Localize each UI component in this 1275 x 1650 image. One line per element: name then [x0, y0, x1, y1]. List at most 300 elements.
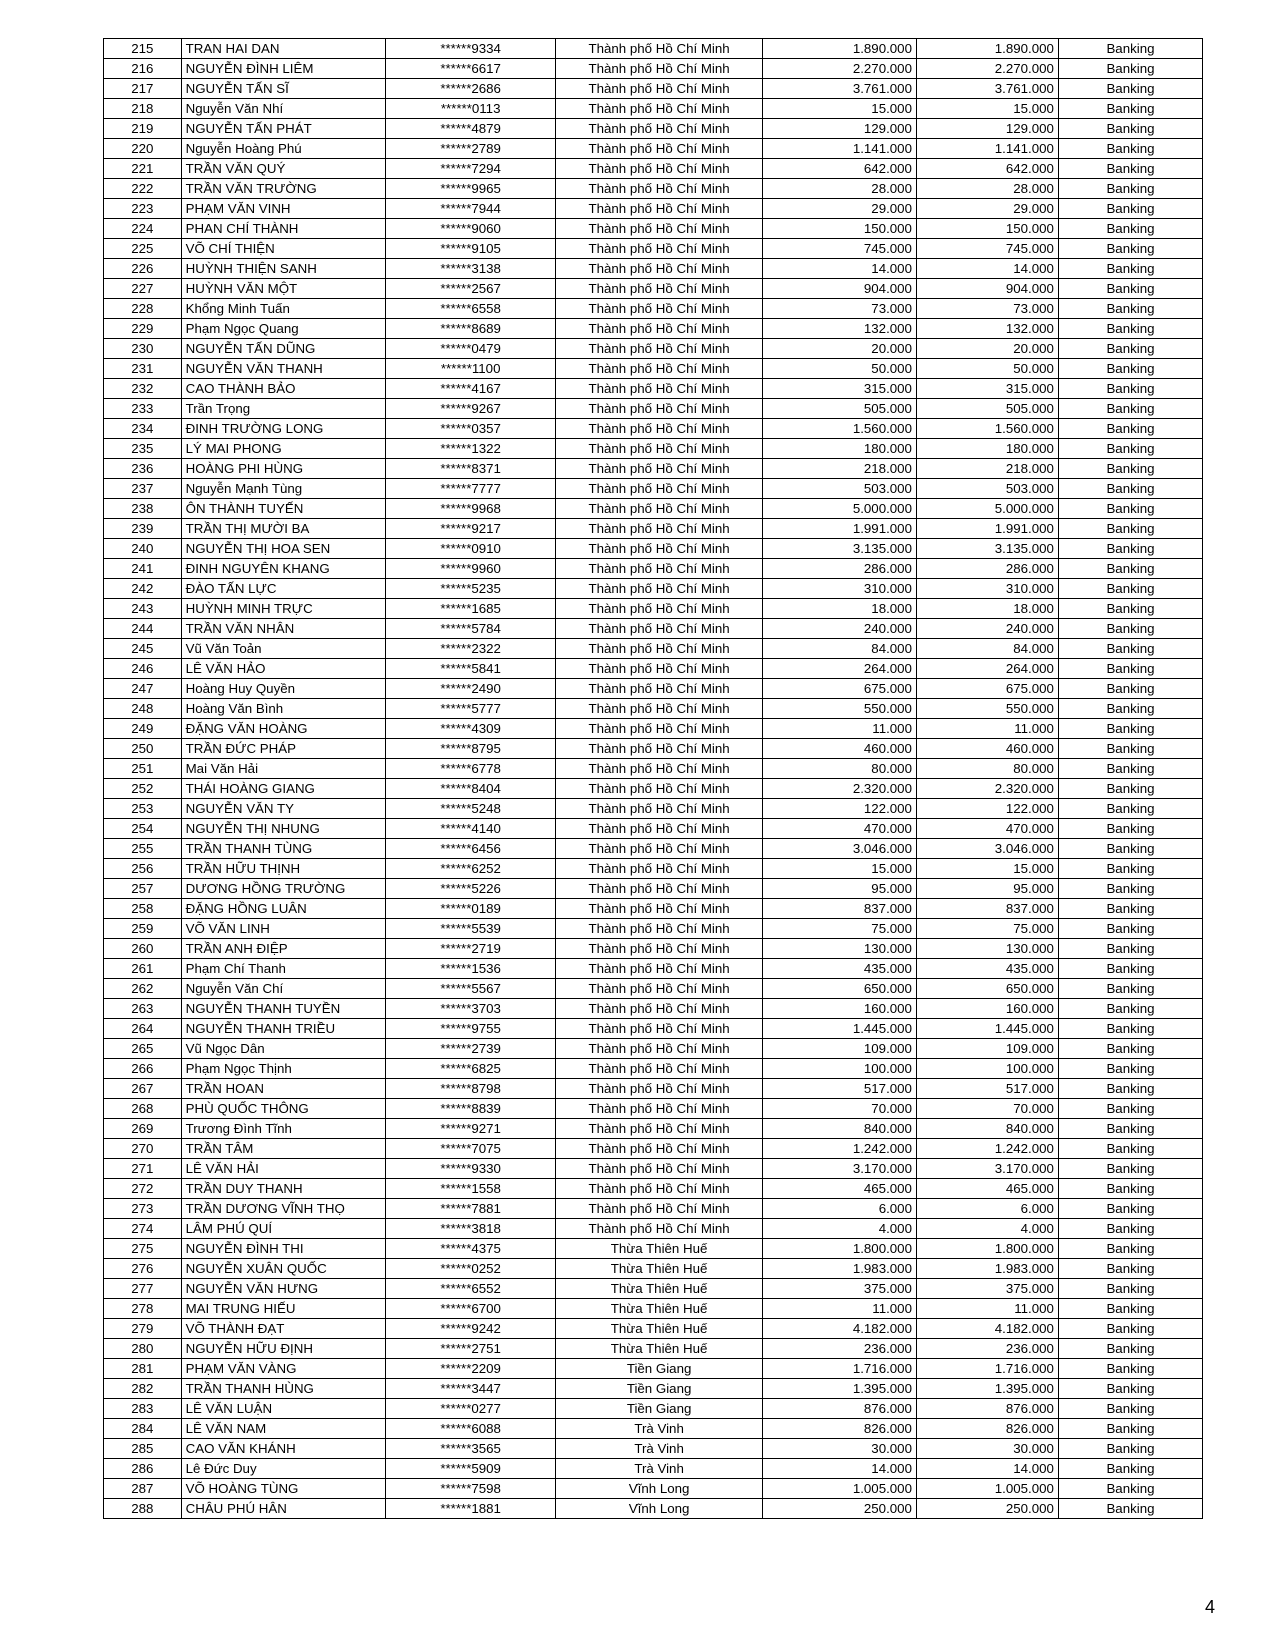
- row-number-cell: 233: [104, 399, 182, 419]
- payment-method-cell: Banking: [1058, 979, 1202, 999]
- amount-received-cell: 465.000: [916, 1179, 1058, 1199]
- amount-received-cell: 28.000: [916, 179, 1058, 199]
- payment-method-cell: Banking: [1058, 1379, 1202, 1399]
- table-row: [104, 579, 1203, 599]
- amount-received-cell: 18.000: [916, 599, 1058, 619]
- table-row: [104, 339, 1203, 359]
- amount-received-cell: 240.000: [916, 619, 1058, 639]
- account-number-cell: ******3565: [385, 1439, 556, 1459]
- amount-cell: 50.000: [762, 359, 916, 379]
- table-row: [104, 1499, 1203, 1519]
- table-row: [104, 879, 1203, 899]
- province-cell: Thành phố Hồ Chí Minh: [556, 99, 762, 119]
- account-number-cell: ******8795: [385, 739, 556, 759]
- row-number-cell: 224: [104, 219, 182, 239]
- row-number-cell: 236: [104, 459, 182, 479]
- donor-name-cell: PHÙ QUỐC THÔNG: [181, 1099, 385, 1119]
- payment-method-cell: Banking: [1058, 1339, 1202, 1359]
- table-row: [104, 1479, 1203, 1499]
- account-number-cell: ******0113: [385, 99, 556, 119]
- donor-name-cell: TRẦN VĂN TRƯỜNG: [181, 179, 385, 199]
- table-row: [104, 759, 1203, 779]
- account-number-cell: ******4167: [385, 379, 556, 399]
- amount-cell: 1.991.000: [762, 519, 916, 539]
- account-number-cell: ******2490: [385, 679, 556, 699]
- province-cell: Tiền Giang: [556, 1359, 762, 1379]
- province-cell: Thừa Thiên Huế: [556, 1239, 762, 1259]
- account-number-cell: ******5248: [385, 799, 556, 819]
- amount-cell: 460.000: [762, 739, 916, 759]
- table-row: [104, 1239, 1203, 1259]
- account-number-cell: ******9968: [385, 499, 556, 519]
- province-cell: Thành phố Hồ Chí Minh: [556, 39, 762, 59]
- donor-name-cell: TRẦN TÂM: [181, 1139, 385, 1159]
- amount-received-cell: 3.135.000: [916, 539, 1058, 559]
- donor-name-cell: CHÂU PHÚ HÂN: [181, 1499, 385, 1519]
- amount-received-cell: 4.000: [916, 1219, 1058, 1239]
- amount-cell: 6.000: [762, 1199, 916, 1219]
- donor-name-cell: VÕ VĂN LINH: [181, 919, 385, 939]
- table-row: [104, 259, 1203, 279]
- amount-cell: 129.000: [762, 119, 916, 139]
- province-cell: Thành phố Hồ Chí Minh: [556, 379, 762, 399]
- province-cell: Thành phố Hồ Chí Minh: [556, 139, 762, 159]
- amount-cell: 517.000: [762, 1079, 916, 1099]
- donor-name-cell: NGUYỄN HỮU ĐỊNH: [181, 1339, 385, 1359]
- payment-method-cell: Banking: [1058, 799, 1202, 819]
- donor-name-cell: VÕ CHÍ THIỆN: [181, 239, 385, 259]
- row-number-cell: 254: [104, 819, 182, 839]
- donor-name-cell: PHAN CHÍ THÀNH: [181, 219, 385, 239]
- account-number-cell: ******9217: [385, 519, 556, 539]
- account-number-cell: ******7777: [385, 479, 556, 499]
- payment-method-cell: Banking: [1058, 619, 1202, 639]
- amount-cell: 218.000: [762, 459, 916, 479]
- amount-received-cell: 1.800.000: [916, 1239, 1058, 1259]
- table-row: [104, 319, 1203, 339]
- row-number-cell: 272: [104, 1179, 182, 1199]
- account-number-cell: ******3138: [385, 259, 556, 279]
- payment-method-cell: Banking: [1058, 279, 1202, 299]
- amount-cell: 315.000: [762, 379, 916, 399]
- table-row: [104, 1139, 1203, 1159]
- amount-received-cell: 1.141.000: [916, 139, 1058, 159]
- amount-cell: 70.000: [762, 1099, 916, 1119]
- province-cell: Thành phố Hồ Chí Minh: [556, 359, 762, 379]
- table-row: [104, 559, 1203, 579]
- amount-cell: 80.000: [762, 759, 916, 779]
- donor-name-cell: TRẦN THANH HÙNG: [181, 1379, 385, 1399]
- province-cell: Thành phố Hồ Chí Minh: [556, 699, 762, 719]
- table-row: [104, 779, 1203, 799]
- province-cell: Thành phố Hồ Chí Minh: [556, 1079, 762, 1099]
- donor-name-cell: NGUYỄN THANH TUYỀN: [181, 999, 385, 1019]
- amount-received-cell: 5.000.000: [916, 499, 1058, 519]
- payment-method-cell: Banking: [1058, 959, 1202, 979]
- province-cell: Thành phố Hồ Chí Minh: [556, 599, 762, 619]
- amount-received-cell: 84.000: [916, 639, 1058, 659]
- province-cell: Thành phố Hồ Chí Minh: [556, 959, 762, 979]
- account-number-cell: ******6700: [385, 1299, 556, 1319]
- donor-name-cell: HUỲNH MINH TRỰC: [181, 599, 385, 619]
- donor-name-cell: Vũ Văn Toản: [181, 639, 385, 659]
- amount-received-cell: 150.000: [916, 219, 1058, 239]
- account-number-cell: ******7944: [385, 199, 556, 219]
- province-cell: Thành phố Hồ Chí Minh: [556, 199, 762, 219]
- amount-cell: 84.000: [762, 639, 916, 659]
- payment-method-cell: Banking: [1058, 119, 1202, 139]
- payment-method-cell: Banking: [1058, 179, 1202, 199]
- table-row: [104, 599, 1203, 619]
- table-row: [104, 1019, 1203, 1039]
- account-number-cell: ******4375: [385, 1239, 556, 1259]
- amount-received-cell: 550.000: [916, 699, 1058, 719]
- amount-cell: 11.000: [762, 1299, 916, 1319]
- table-row: [104, 479, 1203, 499]
- row-number-cell: 255: [104, 839, 182, 859]
- account-number-cell: ******2322: [385, 639, 556, 659]
- row-number-cell: 256: [104, 859, 182, 879]
- donor-name-cell: Vũ Ngọc Dân: [181, 1039, 385, 1059]
- table-row: [104, 919, 1203, 939]
- account-number-cell: ******0910: [385, 539, 556, 559]
- amount-received-cell: 73.000: [916, 299, 1058, 319]
- amount-cell: 1.560.000: [762, 419, 916, 439]
- account-number-cell: ******2686: [385, 79, 556, 99]
- account-number-cell: ******5777: [385, 699, 556, 719]
- payment-method-cell: Banking: [1058, 399, 1202, 419]
- province-cell: Thành phố Hồ Chí Minh: [556, 839, 762, 859]
- amount-cell: 14.000: [762, 259, 916, 279]
- amount-received-cell: 29.000: [916, 199, 1058, 219]
- donor-name-cell: LÊ VĂN NAM: [181, 1419, 385, 1439]
- payment-method-cell: Banking: [1058, 379, 1202, 399]
- row-number-cell: 215: [104, 39, 182, 59]
- payment-method-cell: Banking: [1058, 1239, 1202, 1259]
- amount-cell: 264.000: [762, 659, 916, 679]
- amount-cell: 3.046.000: [762, 839, 916, 859]
- donor-name-cell: LÝ MAI PHONG: [181, 439, 385, 459]
- account-number-cell: ******9271: [385, 1119, 556, 1139]
- payment-method-cell: Banking: [1058, 639, 1202, 659]
- donor-name-cell: Khổng Minh Tuấn: [181, 299, 385, 319]
- row-number-cell: 227: [104, 279, 182, 299]
- province-cell: Thành phố Hồ Chí Minh: [556, 1179, 762, 1199]
- payment-method-cell: Banking: [1058, 239, 1202, 259]
- donor-name-cell: ĐẶNG HỒNG LUÂN: [181, 899, 385, 919]
- account-number-cell: ******4309: [385, 719, 556, 739]
- row-number-cell: 273: [104, 1199, 182, 1219]
- row-number-cell: 283: [104, 1399, 182, 1419]
- donor-name-cell: TRẦN HỮU THỊNH: [181, 859, 385, 879]
- table-row: [104, 1219, 1203, 1239]
- row-number-cell: 223: [104, 199, 182, 219]
- amount-received-cell: 470.000: [916, 819, 1058, 839]
- table-row: [104, 1319, 1203, 1339]
- payment-method-cell: Banking: [1058, 159, 1202, 179]
- row-number-cell: 260: [104, 939, 182, 959]
- payment-method-cell: Banking: [1058, 939, 1202, 959]
- amount-cell: 904.000: [762, 279, 916, 299]
- account-number-cell: ******1536: [385, 959, 556, 979]
- amount-received-cell: 503.000: [916, 479, 1058, 499]
- row-number-cell: 276: [104, 1259, 182, 1279]
- amount-received-cell: 840.000: [916, 1119, 1058, 1139]
- account-number-cell: ******2751: [385, 1339, 556, 1359]
- payment-method-cell: Banking: [1058, 219, 1202, 239]
- amount-received-cell: 3.046.000: [916, 839, 1058, 859]
- row-number-cell: 218: [104, 99, 182, 119]
- province-cell: Thành phố Hồ Chí Minh: [556, 259, 762, 279]
- amount-received-cell: 505.000: [916, 399, 1058, 419]
- payment-method-cell: Banking: [1058, 339, 1202, 359]
- amount-received-cell: 1.716.000: [916, 1359, 1058, 1379]
- account-number-cell: ******2567: [385, 279, 556, 299]
- donor-name-cell: Hoàng Văn Bình: [181, 699, 385, 719]
- payment-method-cell: Banking: [1058, 1399, 1202, 1419]
- province-cell: Thành phố Hồ Chí Minh: [556, 879, 762, 899]
- amount-received-cell: 675.000: [916, 679, 1058, 699]
- donor-name-cell: TRẦN ANH ĐIỆP: [181, 939, 385, 959]
- account-number-cell: ******9105: [385, 239, 556, 259]
- province-cell: Thừa Thiên Huế: [556, 1299, 762, 1319]
- province-cell: Thừa Thiên Huế: [556, 1319, 762, 1339]
- payment-method-cell: Banking: [1058, 739, 1202, 759]
- row-number-cell: 240: [104, 539, 182, 559]
- table-row: [104, 359, 1203, 379]
- row-number-cell: 251: [104, 759, 182, 779]
- donor-name-cell: HOÀNG PHI HÙNG: [181, 459, 385, 479]
- amount-cell: 1.005.000: [762, 1479, 916, 1499]
- amount-cell: 250.000: [762, 1499, 916, 1519]
- province-cell: Thành phố Hồ Chí Minh: [556, 1119, 762, 1139]
- table-row: [104, 539, 1203, 559]
- account-number-cell: ******2719: [385, 939, 556, 959]
- amount-received-cell: 1.983.000: [916, 1259, 1058, 1279]
- amount-received-cell: 642.000: [916, 159, 1058, 179]
- province-cell: Thành phố Hồ Chí Minh: [556, 979, 762, 999]
- row-number-cell: 288: [104, 1499, 182, 1519]
- donor-name-cell: Lê Đức Duy: [181, 1459, 385, 1479]
- donor-name-cell: NGUYỄN VĂN THANH: [181, 359, 385, 379]
- province-cell: Thành phố Hồ Chí Minh: [556, 339, 762, 359]
- row-number-cell: 226: [104, 259, 182, 279]
- payment-method-cell: Banking: [1058, 1459, 1202, 1479]
- account-number-cell: ******9755: [385, 1019, 556, 1039]
- amount-cell: 15.000: [762, 99, 916, 119]
- table-row: [104, 1119, 1203, 1139]
- row-number-cell: 262: [104, 979, 182, 999]
- account-number-cell: ******1558: [385, 1179, 556, 1199]
- table-row: [104, 659, 1203, 679]
- amount-received-cell: 375.000: [916, 1279, 1058, 1299]
- table-row: [104, 1299, 1203, 1319]
- payment-method-cell: Banking: [1058, 419, 1202, 439]
- row-number-cell: 229: [104, 319, 182, 339]
- amount-received-cell: 132.000: [916, 319, 1058, 339]
- table-row: [104, 1059, 1203, 1079]
- amount-received-cell: 14.000: [916, 1459, 1058, 1479]
- province-cell: Thành phố Hồ Chí Minh: [556, 519, 762, 539]
- payment-method-cell: Banking: [1058, 1159, 1202, 1179]
- account-number-cell: ******6252: [385, 859, 556, 879]
- province-cell: Thành phố Hồ Chí Minh: [556, 859, 762, 879]
- donor-name-cell: Trương Đình Tĩnh: [181, 1119, 385, 1139]
- row-number-cell: 216: [104, 59, 182, 79]
- account-number-cell: ******9960: [385, 559, 556, 579]
- amount-received-cell: 876.000: [916, 1399, 1058, 1419]
- donor-name-cell: TRẦN DƯƠNG VĨNH THỌ: [181, 1199, 385, 1219]
- donor-name-cell: TRẦN DUY THANH: [181, 1179, 385, 1199]
- donor-name-cell: Nguyễn Hoàng Phú: [181, 139, 385, 159]
- table-row: [104, 219, 1203, 239]
- payment-method-cell: Banking: [1058, 499, 1202, 519]
- table-row: [104, 1439, 1203, 1459]
- donor-name-cell: ĐINH NGUYÊN KHANG: [181, 559, 385, 579]
- payment-method-cell: Banking: [1058, 1279, 1202, 1299]
- donor-name-cell: VÕ THÀNH ĐẠT: [181, 1319, 385, 1339]
- amount-cell: 132.000: [762, 319, 916, 339]
- province-cell: Thành phố Hồ Chí Minh: [556, 999, 762, 1019]
- table-row: [104, 619, 1203, 639]
- donor-name-cell: TRẦN HOAN: [181, 1079, 385, 1099]
- row-number-cell: 238: [104, 499, 182, 519]
- payment-method-cell: Banking: [1058, 1179, 1202, 1199]
- row-number-cell: 242: [104, 579, 182, 599]
- amount-cell: 505.000: [762, 399, 916, 419]
- account-number-cell: ******7294: [385, 159, 556, 179]
- province-cell: Thành phố Hồ Chí Minh: [556, 759, 762, 779]
- payment-method-cell: Banking: [1058, 79, 1202, 99]
- account-number-cell: ******9330: [385, 1159, 556, 1179]
- province-cell: Thành phố Hồ Chí Minh: [556, 1199, 762, 1219]
- donor-name-cell: NGUYỄN ĐÌNH LIÊM: [181, 59, 385, 79]
- row-number-cell: 264: [104, 1019, 182, 1039]
- table-row: [104, 159, 1203, 179]
- table-row: [104, 979, 1203, 999]
- table-row: [104, 1339, 1203, 1359]
- payment-method-cell: Banking: [1058, 559, 1202, 579]
- table-row: [104, 199, 1203, 219]
- donor-name-cell: Phạm Ngọc Quang: [181, 319, 385, 339]
- payment-method-cell: Banking: [1058, 859, 1202, 879]
- payment-method-cell: Banking: [1058, 1419, 1202, 1439]
- account-number-cell: ******9965: [385, 179, 556, 199]
- amount-cell: 1.716.000: [762, 1359, 916, 1379]
- amount-cell: 18.000: [762, 599, 916, 619]
- account-number-cell: ******9267: [385, 399, 556, 419]
- amount-received-cell: 75.000: [916, 919, 1058, 939]
- amount-cell: 650.000: [762, 979, 916, 999]
- province-cell: Thành phố Hồ Chí Minh: [556, 299, 762, 319]
- province-cell: Thành phố Hồ Chí Minh: [556, 719, 762, 739]
- amount-received-cell: 1.005.000: [916, 1479, 1058, 1499]
- amount-cell: 1.983.000: [762, 1259, 916, 1279]
- amount-cell: 75.000: [762, 919, 916, 939]
- payment-method-cell: Banking: [1058, 579, 1202, 599]
- province-cell: Vĩnh Long: [556, 1499, 762, 1519]
- payment-method-cell: Banking: [1058, 439, 1202, 459]
- province-cell: Thành phố Hồ Chí Minh: [556, 919, 762, 939]
- amount-cell: 180.000: [762, 439, 916, 459]
- row-number-cell: 267: [104, 1079, 182, 1099]
- donor-name-cell: NGUYỄN THANH TRIỀU: [181, 1019, 385, 1039]
- donor-name-cell: LÊ VĂN LUẬN: [181, 1399, 385, 1419]
- table-row: [104, 1079, 1203, 1099]
- account-number-cell: ******0277: [385, 1399, 556, 1419]
- row-number-cell: 250: [104, 739, 182, 759]
- row-number-cell: 235: [104, 439, 182, 459]
- table-row: [104, 899, 1203, 919]
- province-cell: Thành phố Hồ Chí Minh: [556, 459, 762, 479]
- amount-received-cell: 3.761.000: [916, 79, 1058, 99]
- payment-method-cell: Banking: [1058, 539, 1202, 559]
- donor-name-cell: TRẦN VĂN NHÂN: [181, 619, 385, 639]
- amount-received-cell: 1.242.000: [916, 1139, 1058, 1159]
- table-row: [104, 119, 1203, 139]
- account-number-cell: ******8404: [385, 779, 556, 799]
- account-number-cell: ******9334: [385, 39, 556, 59]
- donor-name-cell: ĐẶNG VĂN HOÀNG: [181, 719, 385, 739]
- table-row: [104, 1039, 1203, 1059]
- payment-method-cell: Banking: [1058, 659, 1202, 679]
- donor-name-cell: Phạm Ngọc Thịnh: [181, 1059, 385, 1079]
- amount-cell: 4.182.000: [762, 1319, 916, 1339]
- amount-received-cell: 95.000: [916, 879, 1058, 899]
- amount-cell: 1.890.000: [762, 39, 916, 59]
- amount-received-cell: 80.000: [916, 759, 1058, 779]
- table-row: [104, 1459, 1203, 1479]
- payment-method-cell: Banking: [1058, 719, 1202, 739]
- donor-name-cell: Phạm Chí Thanh: [181, 959, 385, 979]
- row-number-cell: 237: [104, 479, 182, 499]
- payment-method-cell: Banking: [1058, 299, 1202, 319]
- province-cell: Thành phố Hồ Chí Minh: [556, 1059, 762, 1079]
- payment-method-cell: Banking: [1058, 1059, 1202, 1079]
- payment-method-cell: Banking: [1058, 919, 1202, 939]
- payment-method-cell: Banking: [1058, 819, 1202, 839]
- row-number-cell: 271: [104, 1159, 182, 1179]
- donor-name-cell: HUỲNH THIỆN SANH: [181, 259, 385, 279]
- amount-received-cell: 70.000: [916, 1099, 1058, 1119]
- donor-name-cell: NGUYỄN TẤN SĨ: [181, 79, 385, 99]
- account-number-cell: ******6456: [385, 839, 556, 859]
- amount-received-cell: 122.000: [916, 799, 1058, 819]
- table-row: [104, 859, 1203, 879]
- table-row: [104, 1259, 1203, 1279]
- amount-cell: 160.000: [762, 999, 916, 1019]
- account-number-cell: ******0252: [385, 1259, 556, 1279]
- amount-received-cell: 15.000: [916, 859, 1058, 879]
- province-cell: Thành phố Hồ Chí Minh: [556, 539, 762, 559]
- donor-name-cell: NGUYỄN THỊ NHUNG: [181, 819, 385, 839]
- payment-method-cell: Banking: [1058, 1359, 1202, 1379]
- row-number-cell: 258: [104, 899, 182, 919]
- donor-name-cell: Hoàng Huy Quyền: [181, 679, 385, 699]
- table-row: [104, 939, 1203, 959]
- table-row: [104, 399, 1203, 419]
- amount-received-cell: 109.000: [916, 1039, 1058, 1059]
- amount-cell: 470.000: [762, 819, 916, 839]
- row-number-cell: 252: [104, 779, 182, 799]
- province-cell: Tiền Giang: [556, 1379, 762, 1399]
- province-cell: Thành phố Hồ Chí Minh: [556, 279, 762, 299]
- row-number-cell: 253: [104, 799, 182, 819]
- row-number-cell: 266: [104, 1059, 182, 1079]
- account-number-cell: ******5226: [385, 879, 556, 899]
- amount-cell: 465.000: [762, 1179, 916, 1199]
- amount-cell: 29.000: [762, 199, 916, 219]
